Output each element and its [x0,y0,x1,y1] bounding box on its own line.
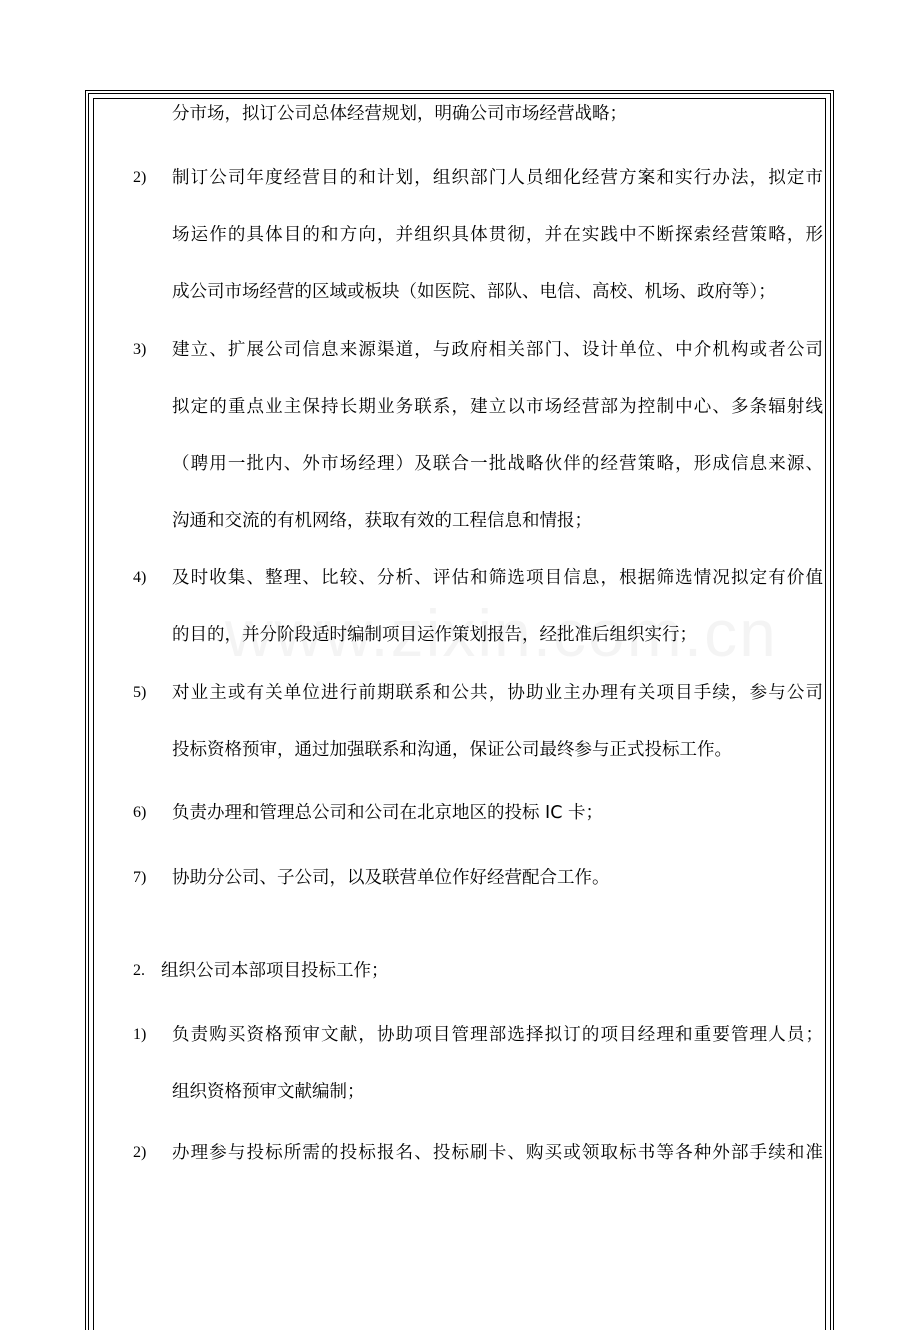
item-number: 2) [133,169,147,186]
text-line-13: 负责办理和管理总公司和公司在北京地区的投标 IC 卡； [172,803,604,823]
text-line-4: 成公司市场经营的区域或板块（如医院、部队、电信、高校、机场、政府等）； [172,282,776,302]
item-number: 6) [133,804,147,821]
text-line-1: 分市场，拟订公司总体经营规划，明确公司市场经营战略； [172,104,627,124]
text-line-5: 建立、扩展公司信息来源渠道，与政府相关部门、设计单位、中介机构或者公司 [172,340,823,360]
text-line-3: 场运作的具体目的和方向，并组织具体贯彻，并在实践中不断探索经营策略，形 [172,225,823,245]
item-number: 3) [133,341,147,358]
text-line-10: 的目的，并分阶段适时编制项目运作策划报告，经批准后组织实行； [172,625,697,645]
item-number: 4) [133,569,147,586]
text-line-11: 对业主或有关单位进行前期联系和公共，协助业主办理有关项目手续，参与公司 [172,683,823,703]
item-number: 1) [133,1026,147,1043]
item-number: 7) [133,869,147,886]
section-number: 2. [133,962,145,979]
text-line-18: 办理参与投标所需的投标报名、投标刷卡、购买或领取标书等各种外部手续和准 [172,1143,823,1163]
text-line-8: 沟通和交流的有机网络，获取有效的工程信息和情报； [172,511,592,531]
text-line-7: （聘用一批内、外市场经理）及联合一批战略伙伴的经营策略，形成信息来源、 [172,454,823,474]
text-line-17: 组织资格预审文献编制； [172,1082,365,1102]
section-heading: 组织公司本部项目投标工作； [161,961,389,981]
text-line-6: 拟定的重点业主保持长期业务联系，建立以市场经营部为控制中心、多条辐射线 [172,397,823,417]
text-line-16: 负责购买资格预审文献，协助项目管理部选择拟订的项目经理和重要管理人员； [172,1025,823,1045]
text-line-2: 制订公司年度经营目的和计划，组织部门人员细化经营方案和实行办法，拟定市 [172,168,823,188]
text-line-12: 投标资格预审，通过加强联系和沟通，保证公司最终参与正式投标工作。 [172,740,732,760]
item-number: 2) [133,1144,147,1161]
text-line-9: 及时收集、整理、比较、分析、评估和筛选项目信息，根据筛选情况拟定有价值 [172,568,823,588]
item-number: 5) [133,684,147,701]
text-line-14: 协助分公司、子公司，以及联营单位作好经营配合工作。 [172,868,610,888]
